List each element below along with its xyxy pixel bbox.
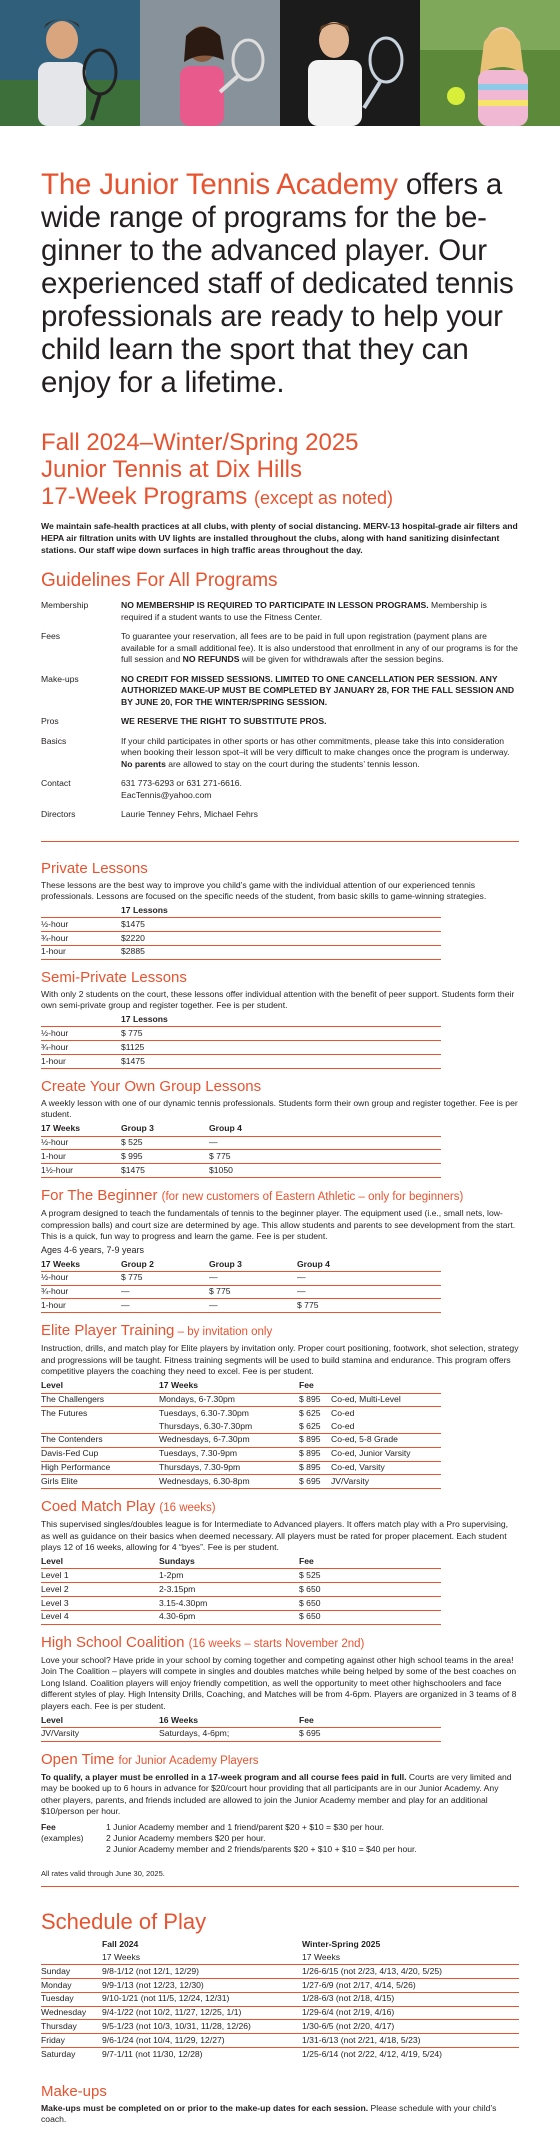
high-school-table: Level 16 Weeks Fee JV/Varsity Saturdays, 4-6pm; $ 695 [41,1714,441,1742]
photo-banner [0,0,560,126]
rates-note: All rates valid through June 30, 2025. [41,1868,165,1878]
elite-title: Elite Player Training – by invitation only [41,1322,273,1340]
directors-label: Directors [41,809,76,819]
content [0,168,560,2126]
section-divider [41,841,519,842]
group-lessons-desc: A weekly lesson with one of our dynamic tennis professionals. Students form their own group and register together. Fee is per student. [41,1097,518,1120]
season-location: Junior Tennis at Dix Hills [41,456,302,483]
coed-table: Level Sundays Fee Level 1 1-2pm $ 525 Level 2 2-3.15pm $ 650 Level 3 3.15-4.30pm $ 650 Level 4 4.30-6pm $ 650 [41,1556,441,1625]
table-row: Level 3 3.15-4.30pm $ 650 [41,1597,441,1611]
season-dates: Fall 2024–Winter/Spring 2025 [41,429,359,456]
makeups-label: Make-ups [41,673,79,684]
table-row: Wednesday 9/4-1/22 (not 10/2, 11/27, 12/25, 1/1) 1/29-6/4 (not 2/19, 4/16) [41,2006,519,2020]
beginner-title: For The Beginner (for new customers of Eastern Athletic – only for beginners) [41,1187,464,1205]
season-programs: 17-Week Programs (except as noted) [41,483,394,510]
table-row: The Futures Tuesdays, 6.30-7.30pm $ 625 Co-ed [41,1407,355,1418]
private-lessons-table: 17 Lessons ½-hour $1475 ¾-hour $2220 1-hour $2885 [41,905,441,960]
beginner-table: 17 Weeks Group 2 Group 3 Group 4 ½-hour $ 775 — — ¾-hour — $ 775 — 1-hour — — $ 775 [41,1258,441,1313]
fees-text: To guarantee your reservation, all fees are to be paid in full upon registration (payment plans are available for a small additional fee). It is also understood that enrollment in any of our programs is for the full session and NO REFUNDS will be given for withdrawals after the session begins. [121,631,518,664]
table-row: ¾-hour — $ 775 — [41,1285,441,1299]
table-row: ½-hour $1475 [41,918,441,932]
high-school-desc: Love your school? Have pride in your school by coming together and competing against other high school teams in the area! Join The Coalition – players will compete in singles and doubles matches while being helped by some of the best coaches on Long Island. Coalition players will enjoy friendly competition, as well the opportunity to meet other highschoolers and face different styles of play. High Intensity Drills, Coaching, and Matches will be from 4-6pm. Players are organized in 3 teams of 8 players each. Fee is per student. [41,1654,517,1711]
man-with-racket-photo [280,0,420,126]
table-row: Girls Elite Wednesdays, 6.30-8pm $ 695 JV/Varsity [41,1475,441,1489]
intro-paragraph [41,168,519,399]
list-item: 1 Junior Academy member and 1 friend/parent $20 + $10 = $30 per hour. [106,1821,385,1832]
contact-phone: 631 773-6293 or 631 271-6616. [121,778,242,788]
table-row: High Performance Thursdays, 7.30-9pm $ 895 Co-ed, Varsity [41,1461,441,1475]
basics-label: Basics [41,735,67,746]
table-row: Level 1 1-2pm $ 525 [41,1569,441,1583]
table-row: The Challengers Mondays, 6-7.30pm $ 895 Co-ed, Multi-Level [41,1393,441,1407]
guidelines-list [41,596,519,825]
basics-text: If your child participates in other sports or has other commitments, please take this into consideration when booking their lesson spot–it will be very difficult to make changes once the program is underway. No parents are allowed to stay on the court during the students’ tennis lesson. [121,735,510,769]
intro-text: offers a wide range of programs for the beginner to the advanced player. Our experienced staff of dedicated tennis professionals are ready to help your child learn the sport that they can enjoy for a lifetime. [41,168,514,399]
fees-label: Fees [41,631,61,641]
table-row: Tuesday 9/10-1/21 (not 11/5, 12/24, 12/31) 1/28-6/3 (not 2/18, 4/15) [41,1992,519,2006]
safety-statement: We maintain safe-health practices at all clubs, with plenty of social distancing. MERV-13 hospital-grade air filters and HEPA air filtration units with UV lights are installed throughout the clubs, along with hand sanitizing disinfectant stations. Our staff wipe down surfaces in high traffic areas throughout the day. [41,521,518,555]
makeups-desc: Make-ups must be completed on or prior to the make-up dates for each session. Please schedule with your child’s coach. [41,2102,497,2125]
open-time-title: Open Time for Junior Academy Players [41,1750,259,1768]
makeups-title: Make-ups [41,2082,107,2100]
elite-desc: Instruction, drills, and match play for Elite players by invitation only. Proper court positioning, footwork, shot selection, strategy and progressions will be taught. Fitness training segments will be used to build stamina and endurance. This program offers competitive players the coaching they need to excel. Fee is per student. [41,1343,519,1377]
season-heading [41,429,519,512]
table-row: 1-hour $2885 [41,945,441,959]
contact-label: Contact [41,778,71,788]
table-row: Friday 9/6-1/24 (not 10/4, 11/29, 12/27) 1/31-6/13 (not 2/21, 4/18, 5/23) [41,2034,519,2048]
table-row: Sunday 9/8-1/12 (not 12/1, 12/29) 1/26-6/15 (not 2/23, 4/13, 4/20, 5/25) [41,1965,519,1979]
table-row: Monday 9/9-1/13 (not 12/23, 12/30) 1/27-6/9 (not 2/17, 4/14, 5/26) [41,1979,519,1993]
table-row: Level 4 4.30-6pm $ 650 [41,1610,441,1624]
contact-text [121,774,519,805]
beginner-desc: A program designed to teach the fundamentals of tennis to the beginner player. The equipment used (i.e., small nets, low-compression balls) and court size are determined by age. This allow students and parents to see development from the start. This is a quick, fun way to progress and learn the game. Fee is per student. [41,1208,516,1242]
academy-name: The Junior Tennis Academy [41,168,398,201]
table-row: Davis-Fed Cup Tuesdays, 7.30-9pm $ 895 Co-ed, Junior Varsity [41,1447,441,1461]
elite-table: Level 17 Weeks Fee The Challengers Mondays, 6-7.30pm $ 895 Co-ed, Multi-Level The Futures Tuesdays, 6.30-7.30pm $ 625 Co-ed Thursdays, 6.30-7.30pm $ 625 Co-ed The Contenders Wednesdays, 6-7.30pm $ 895 Co-ed, 5-8 Grade Davis-Fed Cup Tuesdays, 7.30-9pm $ 895 Co-ed, Junior Varsity High Performance Thursdays, 7.30-9pm $ 895 Co-ed, Varsity Girls Elite Wednesdays, 6.30-8pm $ 695 JV/Varsity [41,1380,441,1489]
private-lessons-desc: These lessons are the best way to improve you child’s game with the individual attention of our experienced tennis professionals. Lessons are focused on the specific needs of the student, from basic skills to game-winning strategies. [41,879,487,901]
table-row: 1-hour $ 995 $ 775 [41,1150,441,1164]
coed-desc: This supervised singles/doubles league is for Intermediate to Advanced players. It offers match play with a Pro supervising, as well as guidance on their basics when deemed necessary. All players must be rated for proper placement. Each student plays 12 of 16 weeks, allowing for 4 “byes”. Fee is per student. [41,1519,509,1553]
table-row: ½-hour $ 775 [41,1027,441,1041]
membership-label: Membership [41,600,89,610]
guidelines-title: Guidelines For All Programs [41,570,278,591]
table-row: 1-hour — — $ 775 [41,1299,441,1313]
table-row: 1-hour $1475 [41,1055,441,1069]
table-row: ½-hour $ 775 — — [41,1271,441,1285]
coed-title: Coed Match Play (16 weeks) [41,1498,216,1516]
girl-hitting-backhand-photo [140,0,280,126]
schedule-table: Fall 2024 Winter-Spring 2025 17 Weeks 17 Weeks Sunday 9/8-1/12 (not 12/1, 12/29) 1/26-6/15 (not 2/23, 4/13, 4/20, 5/25) Monday 9/9-1/13 (not 12/23, 12/30) 1/27-6/9 (not 2/17, 4/14, 5/26) Tuesday 9/10-1/21 (not 11/5, 12/24, 12/31) 1/28-6/3 (not 2/18, 4/15) Wednesday 9/4-1/22 (not 10/2, 11/27, 12/25, 1/1) 1/29-6/4 (not 2/19, 4/16) Thursday 9/5-1/23 (not 10/3, 10/31, 11/28, 12/26) 1/30-6/5 (not 2/20, 4/17) Friday 9/6-1/24 (not 10/4, 11/29, 12/27) 1/31-6/13 (not 2/21, 4/18, 5/23) Saturday 9/7-1/11 (not 11/30, 12/28) 1/25-6/14 (not 2/22, 4/12, 4/19, 5/24) [41,1939,519,2061]
semi-private-desc: With only 2 students on the court, these lessons offer individual attention with the benefit of peer support. Students form their own semi-private group and register together. Fee is per student. [41,988,515,1011]
schedule-title: Schedule of Play [41,1908,207,1934]
table-row: Thursdays, 6.30-7.30pm $ 625 Co-ed [41,1420,441,1433]
beginner-ages: Ages 4-6 years, 7-9 years [41,1244,145,1255]
table-row: Thursday 9/5-1/23 (not 10/3, 10/31, 11/28, 12/26) 1/30-6/5 (not 2/20, 4/17) [41,2020,519,2034]
table-row: ¾-hour $2220 [41,932,441,946]
pros-text: WE RESERVE THE RIGHT TO SUBSTITUTE PROS. [121,716,327,726]
table-row: ¾-hour $1125 [41,1041,441,1055]
contact-email[interactable]: EacTennis@yahoo.com [121,789,212,800]
pros-label: Pros [41,716,59,726]
high-school-title: High School Coalition (16 weeks – starts November 2nd) [41,1633,365,1651]
directors-text: Laurie Tenney Fehrs, Michael Fehrs [121,809,258,819]
boy-with-racket-photo [0,0,140,126]
semi-private-title: Semi-Private Lessons [41,968,187,986]
open-time-fee-examples: Fee (examples) 1 Junior Academy member and 1 friend/parent $20 + $10 = $30 per hour. 2 Junior Academy members $20 per hour. 2 Junior Academy member and 2 friends/parents $20 + $10 + $10 = $40 per hour. [41,1822,519,1855]
list-item: 2 Junior Academy members $20 per hour. [106,1832,266,1843]
table-row: JV/Varsity Saturdays, 4-6pm; $ 695 [41,1727,441,1741]
makeups-text: NO CREDIT FOR MISSED SESSIONS. LIMITED TO ONE CANCELLATION PER SESSION. ANY AUTHORIZED MAKE-UP MUST BE COMPLETED BY JANUARY 28, FOR THE FALL SESSION AND BY JUNE 20, FOR THE WINTER/SPRING SESSION. [121,673,515,707]
private-lessons-title: Private Lessons [41,859,148,877]
group-lessons-table: 17 Weeks Group 3 Group 4 ½-hour $ 525 — 1-hour $ 995 $ 775 1½-hour $1475 $1050 [41,1123,441,1178]
table-row: 1½-hour $1475 $1050 [41,1164,441,1178]
table-row: Level 2 2-3.15pm $ 650 [41,1583,441,1597]
girl-with-ball-photo [420,0,560,126]
semi-private-table: 17 Lessons ½-hour $ 775 ¾-hour $1125 1-hour $1475 [41,1014,441,1069]
list-item: 2 Junior Academy member and 2 friends/parents $20 + $10 + $10 = $40 per hour. [106,1843,417,1854]
table-row: The Contenders Wednesdays, 6-7.30pm $ 895 Co-ed, 5-8 Grade [41,1433,441,1447]
membership-text: NO MEMBERSHIP IS REQUIRED TO PARTICIPATE IN LESSON PROGRAMS. Membership is required if a student wants to use the Fitness Center. [121,600,487,622]
open-time-desc: To qualify, a player must be enrolled in a 17-week program and all course fees paid in full. Courts are very limited and may be booked up to 6 hours in advance for $20/court hour providing that all participants are in our Junior Academy. Any other players, parents, and friends included are allowed to join the Junior Academy member and play for an additional $10/person per hour. [41,1771,512,1817]
group-lessons-title: Create Your Own Group Lessons [41,1077,262,1095]
table-row: ½-hour $ 525 — [41,1136,441,1150]
table-row: Saturday 9/7-1/11 (not 11/30, 12/28) 1/25-6/14 (not 2/22, 4/12, 4/19, 5/24) [41,2048,442,2059]
section-divider [41,1886,519,1887]
